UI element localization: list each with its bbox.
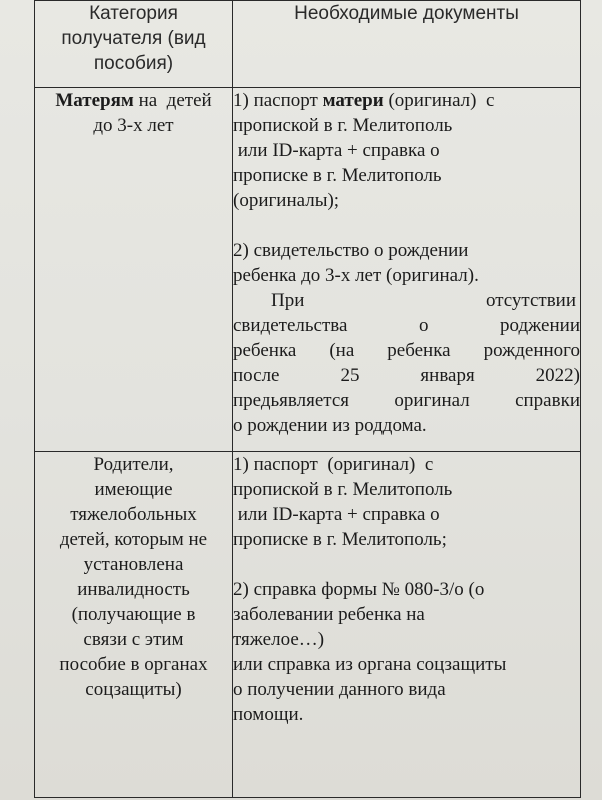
row2-category-line: связи с этим [83, 629, 184, 650]
row2-item2-line1: 2) справка формы № 080-3/о (о [233, 579, 485, 600]
row2-item1-line1: 1) паспорт (оригинал) с [233, 454, 434, 475]
row1-category-bold: Матерям [55, 90, 134, 111]
row1-category-line1 [35, 88, 232, 113]
row1-item1-pre: 1) паспорт [233, 90, 323, 111]
row1-note-line1-b: отсутствии [485, 290, 576, 311]
header-category-text: Категория получателя (вид пособия) [61, 3, 206, 74]
row2-item2-line2: заболевании ребенка на [233, 604, 425, 625]
row2-category-line: детей, которым не [59, 529, 208, 550]
row1-item1-line5: (оригиналы); [233, 190, 340, 211]
row1-note-line6: о рождении из роддома. [233, 415, 427, 436]
row1-item1-post: (оригинал) с [383, 90, 495, 111]
row2-documents [233, 452, 581, 798]
row2-category-line: пособие в органах [59, 654, 208, 675]
documents-table [34, 0, 581, 798]
row1-item2-line1: 2) свидетельство о рождении [233, 240, 469, 261]
row1-documents [233, 88, 581, 452]
row2-category-line: тяжелобольных [70, 504, 197, 525]
header-documents-text: Необходимые документы [294, 3, 519, 24]
row2-item2-line4: или справка из органа соцзащиты [233, 654, 507, 675]
row2-item2-line3: тяжелое…) [233, 629, 325, 650]
row2-category-line: Родители, [93, 454, 174, 475]
row1-item1-line3: или ID-карта + справка о [233, 140, 440, 161]
row2-category-line: соцзащиты) [85, 679, 182, 700]
row2-category [35, 452, 233, 798]
header-documents [233, 1, 581, 88]
row1-item1-line4: прописке в г. Мелитополь [233, 165, 442, 186]
header-category [35, 1, 233, 88]
table-row [35, 88, 581, 452]
row1-note-line4: после 25 января 2022) [233, 365, 580, 386]
row2-category-line: установлена [83, 554, 184, 575]
row1-item2-line2: ребенка до 3-х лет (оригинал). [233, 265, 479, 286]
row1-item1-line1 [233, 88, 580, 113]
row2-item2-line5: о получении данного вида [233, 679, 446, 700]
row1-note-line3: ребенка (на ребенка рожденного [233, 340, 580, 361]
row1-note-line1-a: При [271, 290, 305, 311]
row1-item1-bold: матери [322, 90, 384, 111]
row1-item1-line2: пропиской в г. Мелитополь [233, 115, 453, 136]
row2-category-line: (получающие в [71, 604, 196, 625]
row2-category-line: инвалидность [77, 579, 190, 600]
paragraph-gap [233, 213, 580, 238]
row2-item1-line4: прописке в г. Мелитополь; [233, 529, 447, 550]
row1-category [35, 88, 233, 452]
row1-note-line5: предьявляется оригинал справки [233, 390, 580, 411]
table-header-row [35, 1, 581, 88]
row1-category-rest: на детей [133, 90, 212, 111]
row2-item1-line3: или ID-карта + справка о [233, 504, 440, 525]
row1-category-line2: до 3-х лет [93, 115, 174, 136]
row2-item1-line2: пропиской в г. Мелитополь [233, 479, 453, 500]
row2-category-line: имеющие [94, 479, 173, 500]
row1-note-line2: свидетельства о роджении [233, 315, 580, 336]
row1-note-line1 [233, 288, 580, 313]
table-row [35, 452, 581, 798]
paragraph-gap [233, 552, 580, 577]
row2-item2-line6: помощи. [233, 704, 304, 725]
